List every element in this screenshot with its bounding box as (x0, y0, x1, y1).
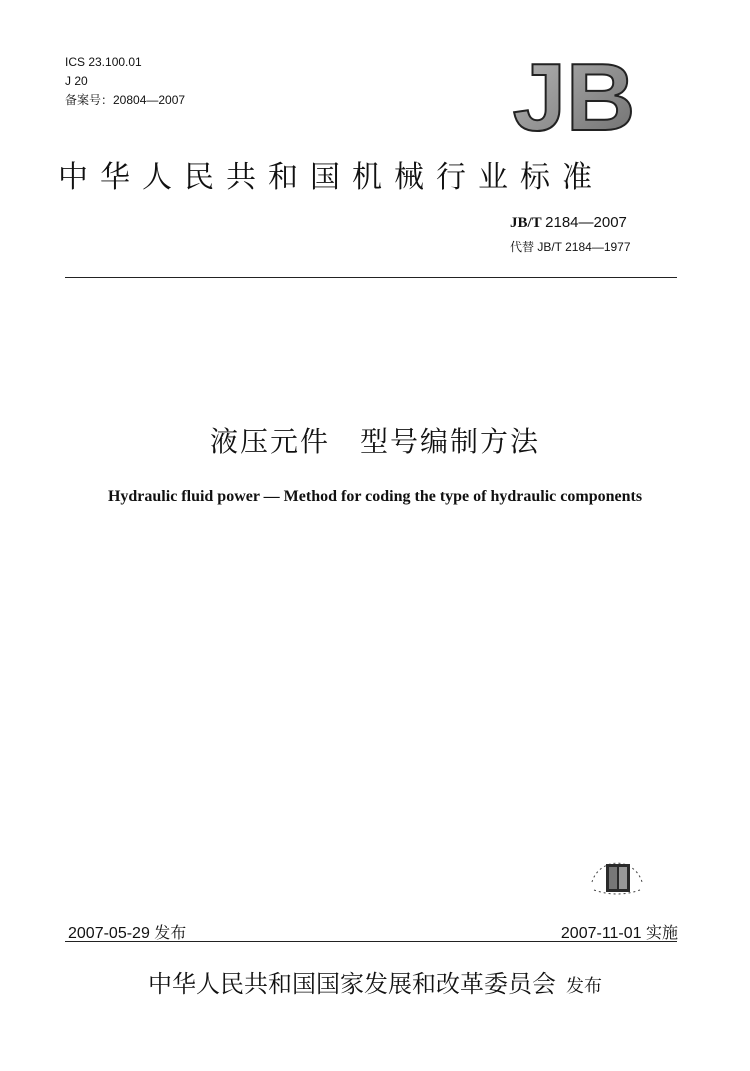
divider-bottom (65, 941, 677, 942)
standard-category-title: 中华人民共和国机械行业标准 (58, 160, 604, 195)
standard-number-value: 2184—2007 (545, 214, 627, 231)
document-title-en: Hydraulic fluid power — Method for coding the type of hydraulic components (107, 488, 643, 505)
issuer-name: 中华人民共和国国家发展和改革委员会 (148, 971, 556, 998)
record-number: 备案号：20804—2007 (65, 93, 186, 107)
standard-prefix: JB/T (510, 215, 542, 231)
divider-top (65, 277, 677, 278)
standard-number (510, 214, 627, 232)
replaces-standard: 代替 JB/T 2184—1977 (510, 240, 631, 254)
issuer-suffix: 发布 (566, 976, 602, 996)
publisher-seal-icon (586, 852, 648, 898)
svg-text:JB: JB (512, 52, 636, 138)
document-title-cn: 液压元件 型号编制方法 (209, 426, 540, 457)
jb-logo (500, 52, 648, 138)
ics-code: ICS 23.100.01 (65, 55, 142, 69)
implement-date: 2007-11-01 实施 (560, 925, 678, 942)
issuer (0, 964, 750, 999)
category-code: J 20 (65, 74, 88, 88)
publish-date: 2007-05-29 发布 (68, 925, 187, 942)
